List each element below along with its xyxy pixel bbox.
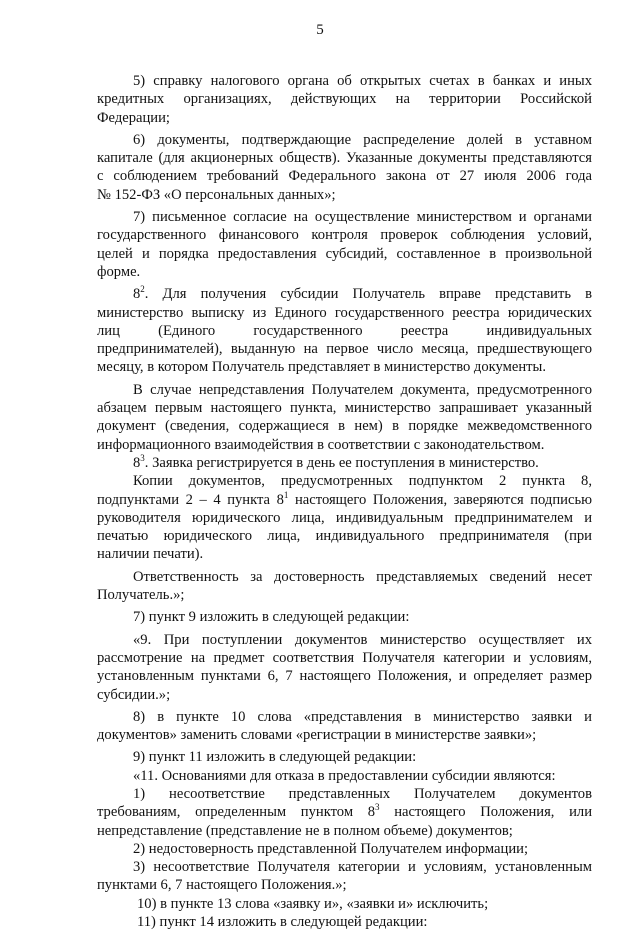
text-line: Получатель.»; bbox=[97, 587, 185, 604]
text-line: предпринимателей), выданную на первое число месяца, предшествующего bbox=[97, 341, 592, 358]
text-line: форме. bbox=[97, 263, 141, 280]
text-line: Федерации; bbox=[97, 109, 170, 126]
text-fragment: настоящего Положения, заверяются подписью bbox=[288, 491, 592, 508]
text-line bbox=[97, 803, 592, 821]
clause-superscript: 1 bbox=[283, 489, 289, 500]
text-line: 7) пункт 9 изложить в следующей редакции: bbox=[133, 609, 410, 626]
text-fragment: требованиям, определенным пунктом 8 bbox=[97, 804, 376, 821]
text-line: с соблюдением требований Федерального закона от 27 июля 2006 года bbox=[97, 168, 592, 185]
text-line: 10) в пункте 13 слова «заявку и», «заявки и» исключить; bbox=[137, 895, 489, 912]
text-line: государственного финансового контроля проверок соблюдения условий, bbox=[97, 227, 592, 244]
text-line: лиц (Единого государственного реестра индивидуальных bbox=[97, 322, 592, 339]
clause-superscript: 3 bbox=[375, 802, 380, 813]
text-line: 2) недостоверность представленной Получателем информации; bbox=[133, 840, 529, 857]
text-line: В случае непредставления Получателем документа, предусмотренного bbox=[133, 381, 592, 398]
text-line bbox=[97, 491, 592, 509]
text-line: «11. Основаниями для отказа в предоставлении субсидии являются: bbox=[133, 767, 556, 784]
text-fragment: . Заявка регистрируется в день ее поступления в министерство. bbox=[144, 454, 539, 471]
text-line: наличии печати). bbox=[97, 546, 204, 563]
text-line: руководителя юридического лица, индивидуальным предпринимателем и bbox=[97, 509, 592, 526]
text-fragment: подпунктами 2 – 4 пункта 8 bbox=[97, 491, 284, 508]
clause-superscript: 2 bbox=[140, 284, 145, 295]
text-line: непредставление (представление не в полном объеме) документов; bbox=[97, 822, 513, 839]
text-line: целей и порядка предоставления субсидий, составленное в произвольной bbox=[97, 245, 592, 262]
text-line: № 152-ФЗ «О персональных данных»; bbox=[97, 186, 336, 203]
text-line: документ (сведения, содержащиеся в нем) в порядке межведомственного bbox=[97, 418, 592, 435]
text-line: установленным пунктами 6, 7 настоящего Положения, и определяет размер bbox=[97, 668, 592, 685]
text-line: «9. При поступлении документов министерство осуществляет их bbox=[133, 631, 592, 648]
text-fragment: настоящего Положения, или bbox=[379, 804, 593, 821]
text-line: 7) письменное согласие на осуществление министерством и органами bbox=[133, 209, 592, 226]
text-line: 11) пункт 14 изложить в следующей редакции: bbox=[137, 914, 428, 931]
text-line: печатью юридического лица, индивидуального предпринимателя (при bbox=[97, 528, 592, 545]
clause-number: 8 bbox=[133, 286, 141, 303]
text-line: министерство выписку из Единого государственного реестра юридических bbox=[97, 304, 592, 321]
text-line: месяцу, в котором Получатель представляет в министерство документы. bbox=[97, 359, 546, 376]
text-line: 5) справку налогового органа об открытых счетах в банках и иных bbox=[133, 73, 592, 89]
text-line: пунктами 6, 7 настоящего Положения.»; bbox=[97, 877, 347, 894]
text-line: информационного взаимодействия в соответствии с законодательством. bbox=[97, 436, 545, 453]
page-number: 5 bbox=[316, 22, 324, 38]
text-line bbox=[97, 285, 592, 303]
text-line: Копии документов, предусмотренных подпунктом 2 пункта 8, bbox=[133, 473, 592, 490]
text-line: 6) документы, подтверждающие распределение долей в уставном bbox=[133, 131, 592, 148]
text-line: капитале (для акционерных обществ). Указанные документы представляются bbox=[97, 150, 592, 167]
text-line: 1) несоответствие представленных Получателем документов bbox=[133, 785, 592, 802]
document-body bbox=[97, 72, 592, 931]
text-line: 8) в пункте 10 слова «представления в министерство заявки и bbox=[133, 708, 592, 725]
text-line: 3) несоответствие Получателя категории и условиям, установленным bbox=[133, 859, 592, 876]
text-line: субсидии.»; bbox=[97, 686, 171, 703]
text-line: кредитных организациях, действующих на территории Российской bbox=[97, 91, 592, 108]
clause-number: 8 bbox=[133, 454, 141, 471]
text-line: рассмотрение на предмет соответствия Получателя категории и условиям, bbox=[97, 649, 592, 666]
clause-superscript: 3 bbox=[140, 452, 145, 463]
text-line bbox=[97, 454, 592, 472]
text-line: Ответственность за достоверность представляемых сведений несет bbox=[133, 568, 592, 585]
text-fragment: . Для получения субсидии Получатель вправе представить в bbox=[144, 286, 592, 303]
text-line: абзацем первым настоящего пункта, министерство запрашивает указанный bbox=[97, 400, 592, 417]
text-line: документов» заменить словами «регистрации в министерстве заявки»; bbox=[97, 727, 537, 744]
text-line: 9) пункт 11 изложить в следующей редакции: bbox=[133, 749, 417, 766]
